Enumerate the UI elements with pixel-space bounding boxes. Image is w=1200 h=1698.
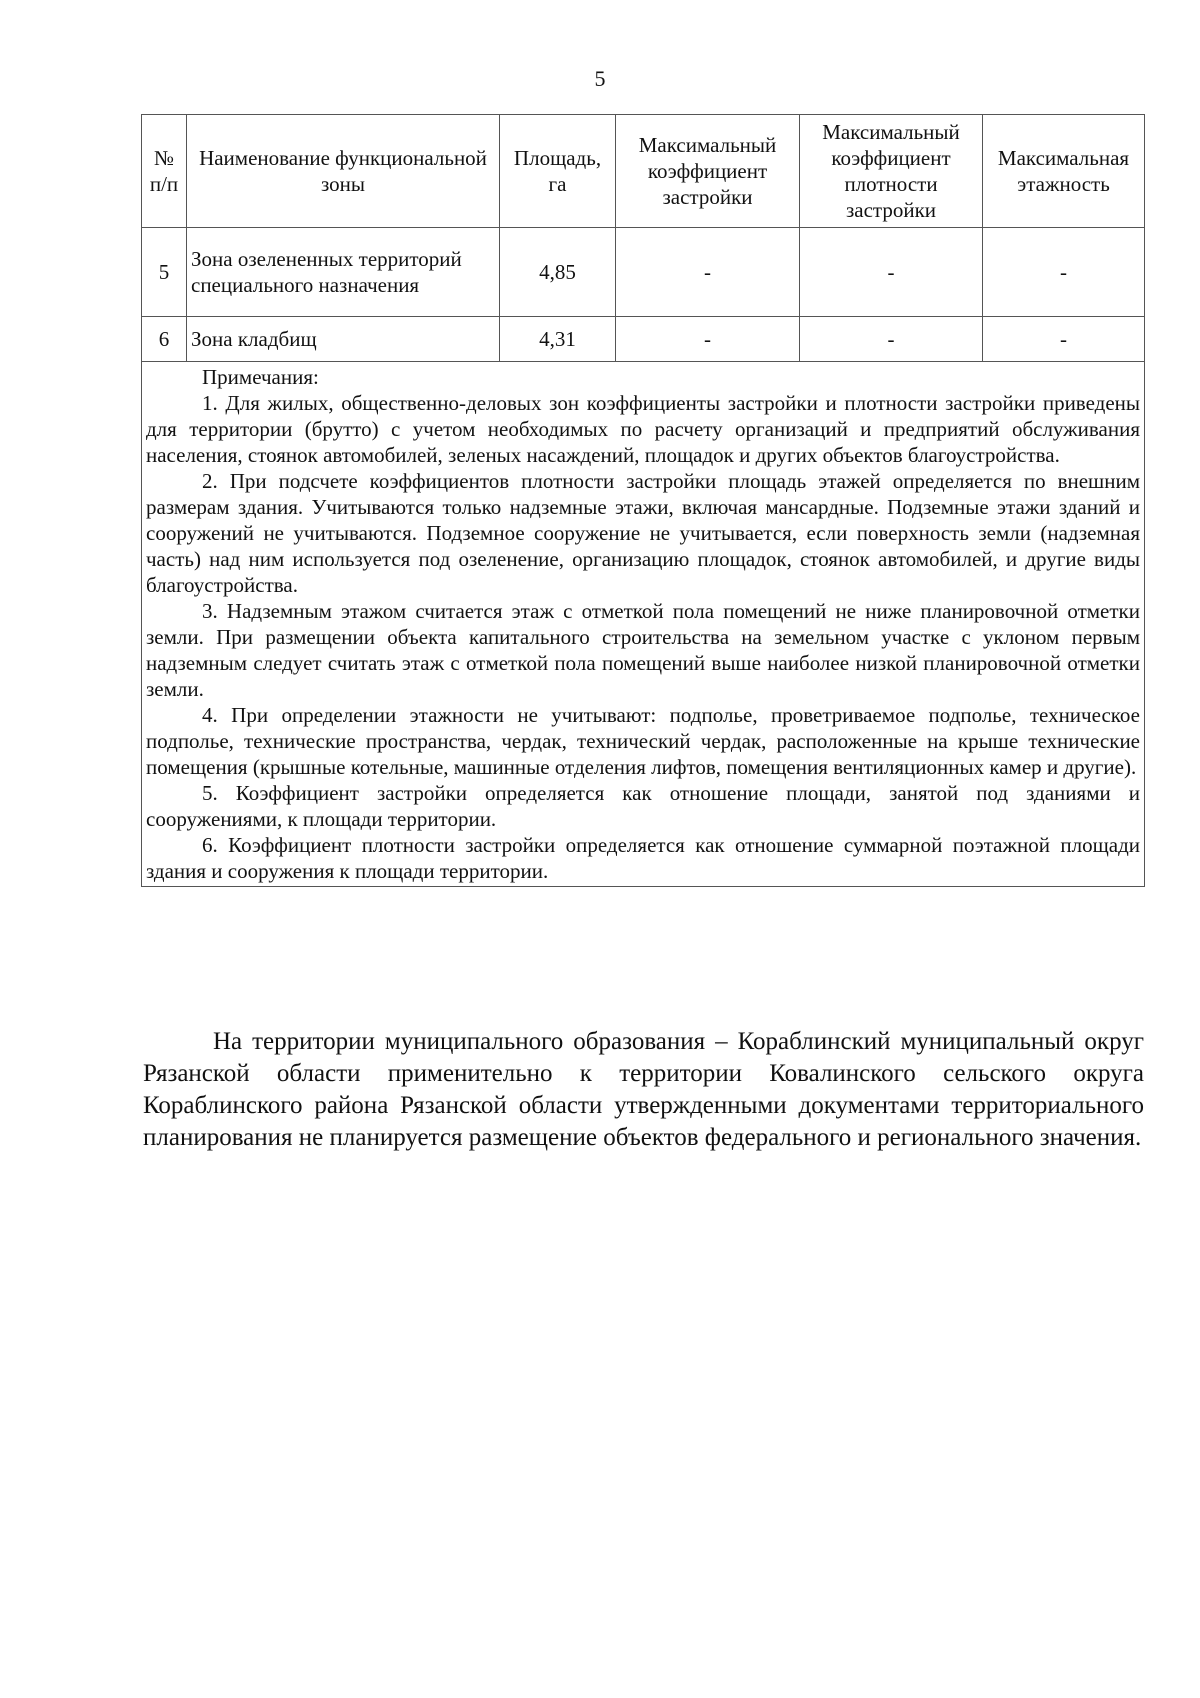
notes-row — [142, 362, 1145, 887]
main-paragraph: На территории муниципального образования – Кораблинский муниципальный округ Рязанской области применительно к территории Ковалинского сельского округа Кораблинского района Рязанской области утвержденными документами территориального планирования не планируется размещение объектов федерального и регионального значения. — [143, 1028, 1144, 1151]
note-5: 5. Коэффициент застройки определяется как отношение площади, занятой под зданиями и сооружениями, к площади территории. — [146, 781, 1140, 831]
notes-title: Примечания: — [202, 365, 319, 389]
row-floors: - — [983, 228, 1145, 317]
row-area: 4,85 — [500, 228, 616, 317]
note-4: 4. При определении этажности не учитывают: подполье, проветриваемое подполье, техническое подполье, технические пространства, чердак, технический чердак, расположенные на крыше технические помещения (крышные котельные, машинные отделения лифтов, помещения вентиляционных камер и другие). — [146, 703, 1140, 779]
row-build-coef: - — [616, 317, 800, 362]
row-floors: - — [983, 317, 1145, 362]
table-header-row — [142, 115, 1145, 228]
header-num: № п/п — [142, 115, 187, 228]
notes-cell — [142, 362, 1145, 887]
table-row — [142, 317, 1145, 362]
header-zone-name: Наименование функциональной зоны — [187, 115, 500, 228]
note-3: 3. Надземным этажом считается этаж с отметкой пола помещений не ниже планировочной отметки земли. При размещении объекта капитального строительства на земельном участке с уклоном первым надземным следует считать этаж с отметкой пола помещений выше наиболее низкой планировочной отметки земли. — [146, 599, 1140, 701]
row-num: 6 — [142, 317, 187, 362]
page-number: 5 — [594, 66, 606, 91]
header-max-floors: Максимальная этажность — [983, 115, 1145, 228]
header-max-density-coef: Максимальный коэффициент плотности застройки — [800, 115, 983, 228]
row-zone-name: Зона кладбищ — [187, 317, 500, 362]
table-row — [142, 228, 1145, 317]
row-build-coef: - — [616, 228, 800, 317]
note-2: 2. При подсчете коэффициентов плотности застройки площадь этажей определяется по внешним размерам здания. Учитываются только надземные этажи, включая мансардные. Подземные этажи зданий и сооружений не учитываются. Подземное сооружение не учитывается, если поверхность земли (надземная часть) над ним используется под озеленение, организацию площадок, стоянок автомобилей, и другие виды благоустройства. — [146, 469, 1140, 597]
row-density-coef: - — [800, 317, 983, 362]
note-1: 1. Для жилых, общественно-деловых зон коэффициенты застройки и плотности застройки приведены для территории (брутто) с учетом необходимых по расчету организаций и предприятий обслуживания населения, стоянок автомобилей, зеленых насаждений, площадок и других объектов благоустройства. — [146, 391, 1140, 467]
functional-zones-table — [141, 114, 1145, 887]
header-max-build-coef: Максимальный коэффициент застройки — [616, 115, 800, 228]
row-area: 4,31 — [500, 317, 616, 362]
header-area: Площадь, га — [500, 115, 616, 228]
row-zone-name: Зона озелененных территорий специального назначения — [187, 228, 500, 317]
row-density-coef: - — [800, 228, 983, 317]
row-num: 5 — [142, 228, 187, 317]
note-6: 6. Коэффициент плотности застройки определяется как отношение суммарной поэтажной площади здания и сооружения к площади территории. — [146, 833, 1140, 883]
